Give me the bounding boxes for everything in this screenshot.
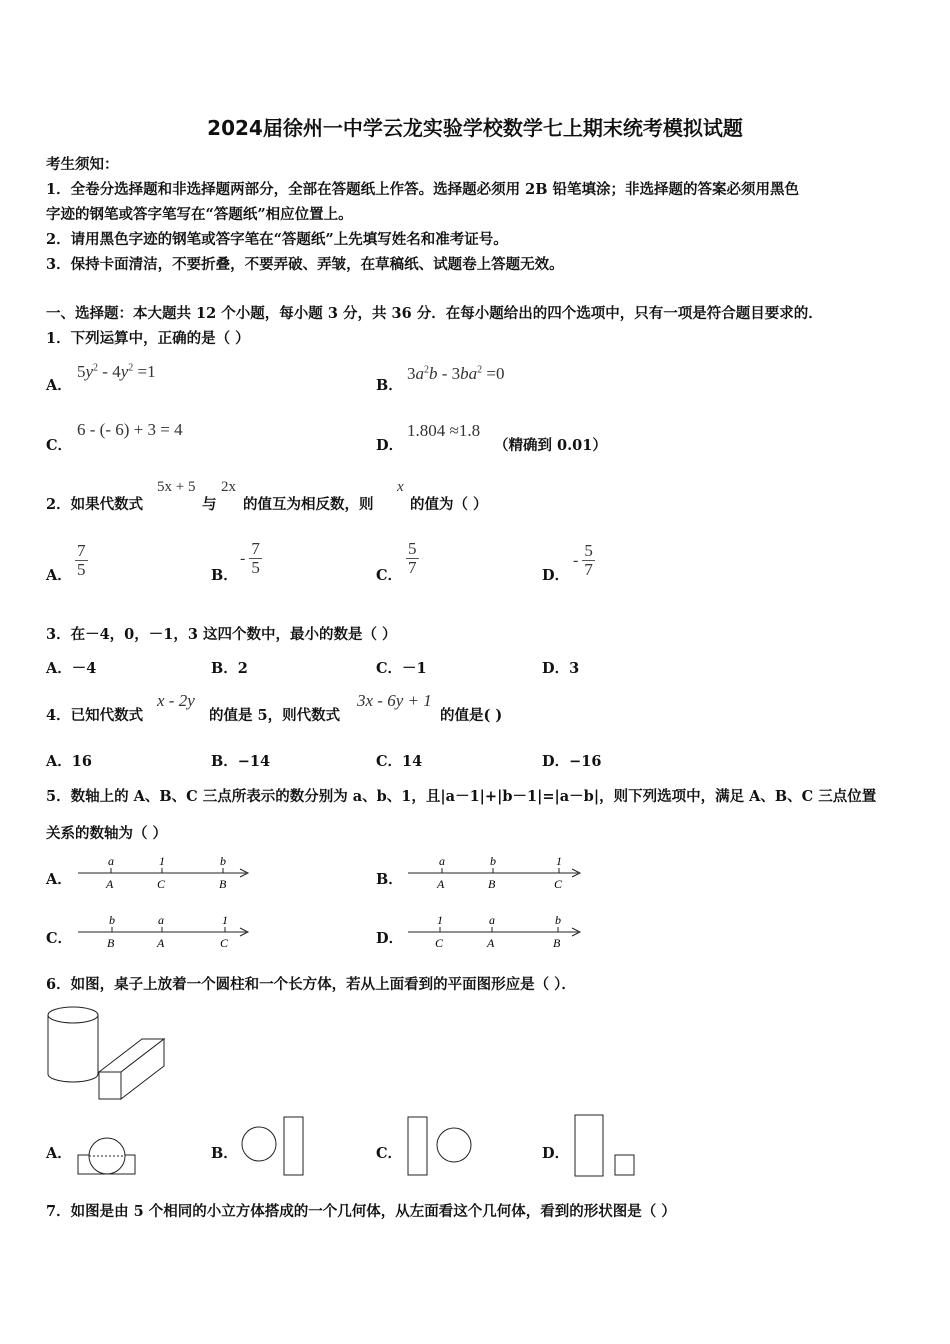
- question-2-stem-pre: 2．如果代数式: [46, 496, 144, 513]
- q1-option-b-math: $3a^2b - 3ba^2 =0$: [407, 364, 505, 383]
- question-2-mid: 与: [202, 496, 217, 513]
- rectangle-shape: [575, 1115, 603, 1176]
- q2-expr-2: 2x: [221, 479, 236, 495]
- top-label: a: [489, 913, 495, 927]
- notice-heading: 考生须知：: [46, 156, 119, 173]
- top-label: 1: [556, 854, 562, 868]
- q5-option-a-label[interactable]: A．: [46, 871, 72, 888]
- q2-option-b-fraction: [240, 540, 262, 577]
- section-heading: 一、选择题：本大题共 12 个小题，每小题 3 分，共 36 分．在每小题给出的四个选项中，只有一项是符合题目要求的．: [46, 305, 823, 322]
- q2-option-b-label[interactable]: B．: [211, 567, 238, 584]
- q1-option-d-label[interactable]: D．: [376, 437, 404, 454]
- bottom-label: A: [157, 936, 165, 950]
- q3-option-b[interactable]: B．2: [211, 660, 248, 677]
- top-label: b: [220, 854, 226, 868]
- q5-number-line-b: [406, 852, 586, 894]
- q2-option-a-label[interactable]: A．: [46, 567, 72, 584]
- q1-option-a-math: $5y^2 - 4y^2 =1$: [77, 362, 156, 381]
- top-label: 1: [159, 854, 165, 868]
- q2-b-sign: -: [240, 549, 246, 567]
- top-label: a: [158, 913, 164, 927]
- q6-option-a-figure: [74, 1128, 140, 1180]
- question-4-stem-mid: 的值是 5，则代数式: [209, 707, 341, 724]
- question-1-stem: 1．下列运算中，正确的是（ ）: [46, 330, 250, 347]
- q1-option-c-math: 6 - (- 6) + 3 = 4: [77, 420, 183, 439]
- cylinder: [48, 1007, 98, 1082]
- question-5-stem-line-2: 关系的数轴为（ ）: [46, 825, 168, 842]
- bottom-label: A: [487, 936, 495, 950]
- q2-option-c-label[interactable]: C．: [376, 567, 403, 584]
- question-7-stem: 7．如图是由 5 个相同的小立方体搭成的一个几何体，从左面看这个几何体，看到的形状图是（ ）: [46, 1203, 676, 1220]
- q4-option-a[interactable]: A．16: [46, 753, 92, 770]
- top-label: a: [108, 854, 114, 868]
- q4-expr-1: x - 2y: [157, 691, 195, 710]
- bottom-label: B: [553, 936, 561, 950]
- q6-option-b-label[interactable]: B．: [211, 1145, 238, 1162]
- bottom-label: C: [435, 936, 444, 950]
- bottom-label: A: [106, 877, 114, 891]
- q6-option-d-label[interactable]: D．: [542, 1145, 570, 1162]
- q2-d-numerator: 5: [584, 541, 593, 560]
- q6-option-c-figure: [404, 1114, 476, 1180]
- q5-number-line-c: [76, 911, 256, 953]
- page-title: 2024届徐州一中学云龙实验学校数学七上期末统考模拟试题: [207, 116, 743, 140]
- question-2-stem-post: 的值为（ ）: [410, 496, 488, 513]
- bottom-label: A: [437, 877, 445, 891]
- bottom-label: C: [157, 877, 166, 891]
- q2-d-denominator: 7: [584, 560, 593, 579]
- question-5-stem-line-1: 5．数轴上的 A、B、C 三点所表示的数分别为 a、b、1，且|a－1|+|b－1|=|a－b|，则下列选项中，满足 A、B、C 三点位置: [46, 788, 877, 805]
- q2-variable: x: [397, 479, 404, 495]
- q3-option-a[interactable]: A．－4: [46, 660, 97, 677]
- q1-option-d-note: （精确到 0.01）: [494, 437, 607, 454]
- q6-option-b-figure: [238, 1114, 310, 1180]
- q2-option-d-label[interactable]: D．: [542, 567, 570, 584]
- q2-c-denominator: 7: [408, 558, 417, 577]
- notice-item-1-line-1: 1．全卷分选择题和非选择题两部分，全部在答题纸上作答。选择题必须用 2B 铅笔填涂；非选择题的答案必须用黑色: [46, 181, 800, 198]
- q2-b-numerator: 7: [251, 539, 260, 558]
- q3-option-d[interactable]: D．3: [542, 660, 580, 677]
- q1-option-a-label[interactable]: A．: [46, 377, 72, 394]
- bottom-label: B: [107, 936, 115, 950]
- q2-option-a-fraction: [75, 542, 88, 579]
- q1-option-c-label[interactable]: C．: [46, 437, 73, 454]
- q4-option-c[interactable]: C．14: [376, 753, 423, 770]
- rectangle-shape: [284, 1117, 303, 1175]
- q5-number-line-a: [76, 852, 256, 894]
- q5-option-c-label[interactable]: C．: [46, 930, 73, 947]
- top-label: b: [555, 913, 561, 927]
- question-2-stem-mid: 的值互为相反数，则: [243, 496, 374, 513]
- q6-option-c-label[interactable]: C．: [376, 1145, 403, 1162]
- q2-b-denominator: 5: [251, 558, 260, 577]
- top-label: a: [439, 854, 445, 868]
- q2-c-numerator: 5: [408, 539, 417, 558]
- q2-a-denominator: 5: [77, 560, 86, 579]
- cuboid: [99, 1039, 164, 1099]
- bottom-label: C: [220, 936, 229, 950]
- q2-option-d-fraction: [573, 542, 595, 579]
- question-6-stem: 6．如图，桌子上放着一个圆柱和一个长方体，若从上面看到的平面图形应是（ ）．: [46, 976, 576, 993]
- bottom-label: B: [488, 877, 496, 891]
- top-label: b: [109, 913, 115, 927]
- bottom-label: B: [219, 877, 227, 891]
- question-4-stem-post: 的值是( ): [440, 707, 503, 724]
- top-label: b: [490, 854, 496, 868]
- top-label: 1: [222, 913, 228, 927]
- circle-shape: [242, 1127, 276, 1161]
- q2-a-numerator: 7: [77, 541, 86, 560]
- q2-d-sign: -: [573, 551, 579, 569]
- q1-option-b-label[interactable]: B．: [376, 377, 403, 394]
- q5-option-b-label[interactable]: B．: [376, 871, 403, 888]
- q6-option-a-label[interactable]: A．: [46, 1145, 72, 1162]
- q2-option-c-fraction: [406, 540, 419, 577]
- top-label: 1: [437, 913, 443, 927]
- notice-item-1-line-2: 字迹的钢笔或答字笔写在“答题纸”相应位置上。: [46, 206, 353, 223]
- bottom-label: C: [554, 877, 563, 891]
- q1-option-d-math: 1.804 ≈1.8: [407, 421, 481, 440]
- q2-expr-1: 5x + 5: [157, 479, 196, 495]
- circle-shape: [437, 1128, 471, 1162]
- q4-option-d[interactable]: D．−16: [542, 753, 602, 770]
- question-4-stem-pre: 4．已知代数式: [46, 707, 144, 724]
- q4-option-b[interactable]: B．−14: [211, 753, 271, 770]
- question-3-stem: 3．在－4，0，－1，3 这四个数中，最小的数是（ ）: [46, 626, 397, 643]
- q5-number-line-d: [406, 911, 586, 953]
- square-shape: [615, 1155, 634, 1175]
- rectangle-shape: [408, 1117, 427, 1175]
- q4-expr-2: 3x - 6y + 1: [357, 691, 432, 710]
- q3-option-c[interactable]: C．－1: [376, 660, 427, 677]
- q5-option-d-label[interactable]: D．: [376, 930, 404, 947]
- notice-item-2: 2．请用黑色字迹的钢笔或答字笔在“答题纸”上先填写姓名和准考证号。: [46, 231, 508, 248]
- q6-figure-cylinder-and-box: [44, 1002, 169, 1104]
- notice-item-3: 3．保持卡面清洁，不要折叠，不要弄破、弄皱，在草稿纸、试题卷上答题无效。: [46, 256, 564, 273]
- q6-option-d-figure: [571, 1112, 641, 1180]
